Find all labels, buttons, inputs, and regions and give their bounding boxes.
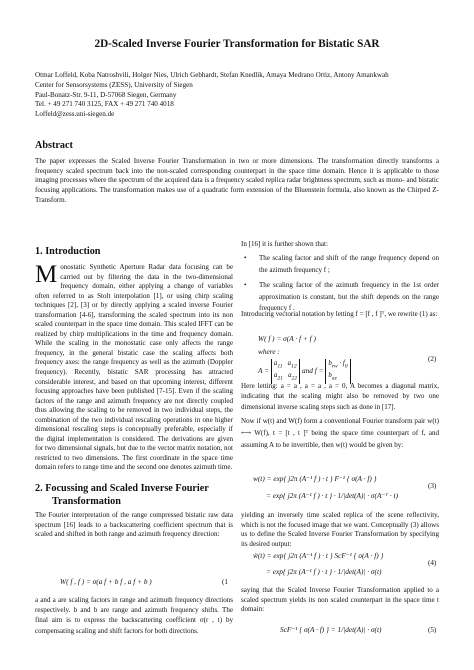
equation-4-number: (4)	[428, 559, 437, 567]
vector-notation-paragraph: Introducing vectorial notation by letting f = [f , f ]ᵀ, we rewrite (1) as:	[241, 310, 438, 318]
paper-title: 2D-Scaled Inverse Fourier Transformation for Bistatic SAR	[94, 38, 380, 50]
saying-paragraph: saying that the Scaled Inverse Fourier Transformation applied to a scaled spectrum yields its non scaled counterpart in the space time t domain:	[241, 586, 439, 614]
section-2-heading	[35, 482, 233, 508]
vector-f-offset: $b_{rw} \cdot f_0$ $b_{az}$	[325, 359, 350, 384]
drop-cap: M	[35, 261, 58, 288]
equation-1-number: (1	[222, 578, 228, 586]
affiliation-line-1: Center for Sensorsystems (ZESS), University of Siegen	[35, 80, 193, 89]
section-2-paragraph-2: a and a are scaling factors in range and azimuth frequency directions respectively. b and b are range and azimuth frequency shifts. The final aim is to express the backscattering coefficient σ(r , t) by compensating scaling and shift factors for both directions.	[35, 596, 233, 635]
equation-2-where: where :	[258, 347, 280, 356]
equation-1: W( f , f ) = σ(a f + b f , a f + b )	[60, 577, 152, 586]
equation-5: ScF⁻¹ { σ(A · f) } = 1/|det(A)| · σ(t)	[280, 625, 382, 634]
equation-2-A-label: A =	[258, 366, 270, 376]
equation-2-number: (2)	[428, 355, 437, 363]
author-block	[35, 71, 455, 120]
abstract-heading: Abstract	[35, 140, 73, 151]
affiliation-line-2: Paul-Bonatz-Str. 9-11, D-57068 Siegen, Germany	[35, 90, 177, 99]
introduction-body	[35, 263, 233, 473]
matrix-A: $a_{11}$ $a_{12}$ $a_{21}$ $a_{22}$	[271, 359, 300, 384]
section-2-heading-line-1: 2. Focussing and Scaled Inverse Fourier	[35, 483, 209, 494]
equation-2a: W( f ) = σ(A · f + f )	[258, 334, 316, 343]
fourier-pair-paragraph: Now if w(t) and W(f) form a conventional Fourier transform pair w(t) ⟷ W(f), t = [t , t ]ᵀ being the space time counterpart of f, and assuming A to be invertible, then w(t) would be given by:	[241, 417, 439, 449]
equation-2-matrix	[258, 359, 351, 384]
equation-4-line-2: = exp{ j2π (A⁻¹ f ) · t } · 1/|det(A)| · σ(t)	[266, 567, 382, 576]
section-2-heading-line-2: Transformation	[52, 496, 121, 507]
author-names: Otmar Loffeld, Koba Natroshvili, Holger Nies, Ulrich Gebhardt, Stefan Knedlik, Amaya Medrano Ortiz, Antony Amankwah	[35, 71, 389, 79]
equation-3-number: (3)	[428, 482, 437, 490]
equation-3-line-2: = exp{ j2π (A⁻¹ f ) · t } · 1/|det(A)| · σ(A⁻ᵀ · t)	[266, 491, 398, 500]
equation-3-line-1: w(t) = exp{ j2π (A⁻¹ f ) · t } F⁻¹ { σ(A · f) }	[253, 474, 377, 483]
bullet-item-1: • The scaling factor and shift of the range frequency depend on the azimuth frequency f ;	[241, 253, 439, 276]
equation-2-and-label: and f =	[301, 366, 324, 376]
yielding-paragraph: yielding an inversely time scaled replica of the scene reflectivity, which is not the focused image that we want. Conceptually (3) allows us to define the Scaled Inverse Fourier Transformation by specifying its desired output:	[241, 511, 439, 548]
right-lead: In [16] it is further shown that:	[241, 240, 328, 248]
abstract-text: The paper expresses the Scaled Inverse Fourier Transformation in two or more dimensions. The transformation directly transforms a frequency scaled spectrum back into the non-scaled corresponding counterpart in the space time domain. Hence it is applicable to those imaging processes where the spectrum of the acquired data is a frequency scaled replica radar brightness spectrum, such as mono- and bistatic focusing applications. The transformation makes use of a quadratic form extension of the Bluenstein formula, also known as the Chirped Z-Transform.	[35, 157, 439, 204]
letting-paragraph: Here letting: a = a , a = a , a = 0, A becomes a diagonal matrix, indicating that the scaling might also be removed by two one dimensional inverse scaling steps such as done in [17].	[241, 382, 439, 411]
contact-phone: Tel. + 49 271 740 3125, FAX + 49 271 740 4018	[35, 100, 174, 109]
introduction-paragraph: onostatic Synthetic Aperture Radar data focusing can be carried out by filtering the data in the two-dimensional frequency domain, either applying a change of variables often referred to as Stolt interpolation [1], or using chirp scaling techniques [2], [3] or by directly applying a scaled inverse Fourier transformation [4-6], transforming the scaled spectrum into its non scaled counterpart in the space time domain. This scaled IFFT can be realized by chirp multiplications in the time and frequency domain. While the scaling in the monostatic case only affects the range frequency, in the general bistatic case the scaling affects both frequency axes: the range frequency as well as the azimuth (Doppler frequency). Recently, bistatic SAR processing has attracted considerable interest, and based on that upcoming interest, different focusing approaches have been published [7-15]. Even if the scaling factors of the range and azimuth frequency are not directly coupled thus allowing the scaling to be removed in two individual steps, the combination of the two individual rescaling operations in one higher dimensional rescaling steps is conceptually preferable, especially if the digital implementation is considered. The derivations are given for two dimensional signals, but due to the vector matrix notation, not restricted to two dimensions. The first coordinate in the space time domain refers to range time and the second one denotes azimuth time.	[35, 263, 233, 472]
equation-4-line-1: w̃(t) = exp{ j2π (A⁻¹ f ) · t } ScF⁻¹ { σ(A · f) }	[253, 551, 384, 560]
section-2-paragraph-1: The Fourier interpretation of the range compressed bistatic raw data spectrum [16] leads to a backscattering coefficient spectrum that is scaled and shifted in both range and azimuth frequency direction:	[35, 511, 233, 539]
bullet-item-2: • The scaling factor of the azimuth frequency in the 1st order approximation is constant, but the shift depends on the range frequency f .	[241, 280, 439, 315]
equation-5-number: (5)	[428, 626, 437, 634]
introduction-heading: 1. Introduction	[35, 246, 101, 257]
contact-email: Loffeld@zess.uni-siegen.de	[35, 110, 115, 119]
